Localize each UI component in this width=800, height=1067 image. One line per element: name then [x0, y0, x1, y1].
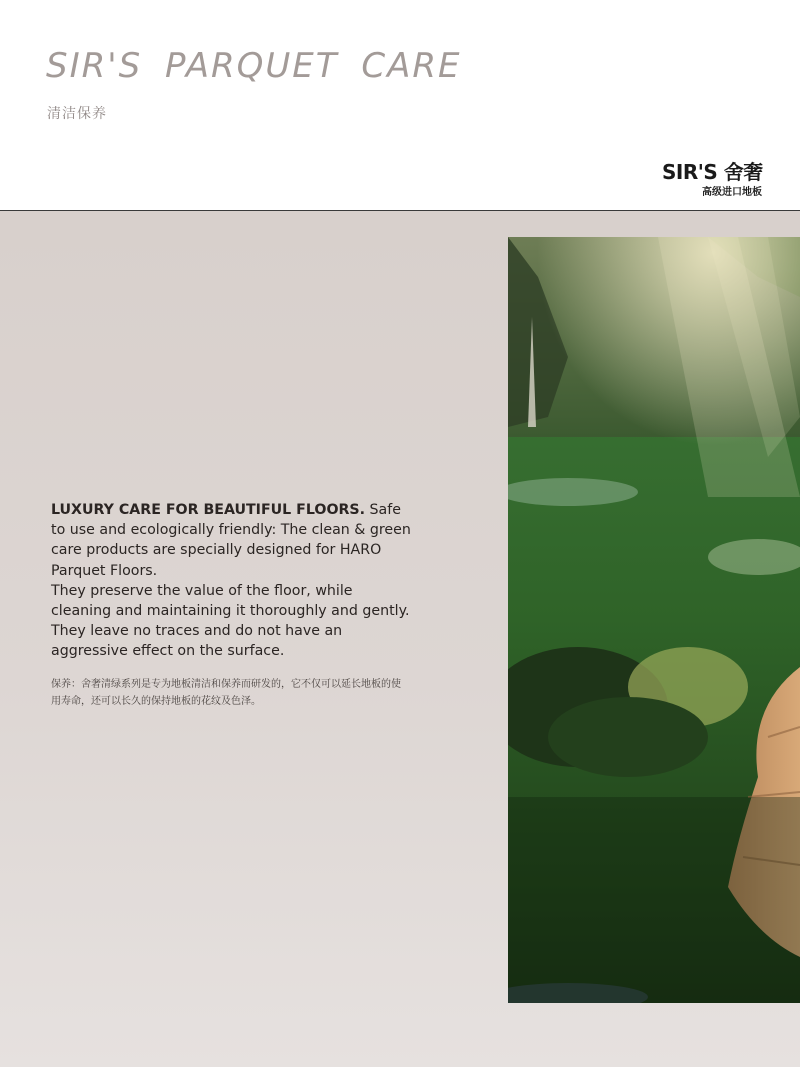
chinese-description: 保养：舍奢清绿系列是专为地板清洁和保养而研发的，它不仅可以延长地板的使用寿命，还可以长久的保持地板的花纹及色泽。	[51, 679, 401, 707]
body-paragraph-1-text: Safe to use and ecologically friendly: The clean & green care products are specially designed for HARO Parquet Floors.	[51, 502, 411, 579]
body-paragraph-1	[51, 500, 411, 581]
body-copy	[51, 500, 411, 662]
page-subtitle: 清洁保养	[47, 106, 107, 122]
garden-photo	[508, 237, 800, 1003]
body-paragraph-2: They preserve the value of the floor, while cleaning and maintaining it thoroughly and gently. They leave no traces and do not have an aggressive effect on the surface.	[51, 582, 410, 660]
logo-tagline: 高级进口地板	[702, 187, 762, 198]
lead-heading: LUXURY CARE FOR BEAUTIFUL FLOORS.	[51, 502, 366, 518]
brand-logo	[662, 156, 772, 200]
logo-brand-name: SIR'S 舍奢	[662, 160, 763, 184]
garden-photo-illustration	[508, 237, 800, 1003]
page-header	[0, 0, 800, 210]
page-title: SIR'S PARQUET CARE	[46, 46, 462, 86]
